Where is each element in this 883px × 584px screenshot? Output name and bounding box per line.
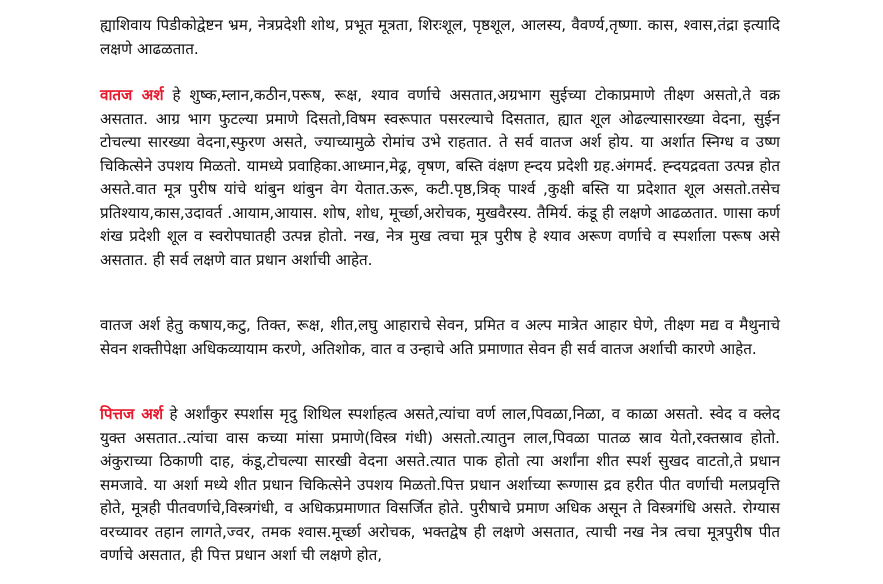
paragraph-pittaj-arsha	[100, 403, 780, 568]
paragraph-vataj-text: हे शुष्क,म्लान,कठीन,परूष, रूक्ष, श्याव वर्णाचे असतात,अग्रभाग सुईच्या टोकाप्रमाणे तीक्ष्ण असतो,ते वक्र असतात. आग्र भाग फुटल्या प्रमाणे दिसतो,विषम स्वरूपात पसरल्याचे दिसतात, ह्यात शूल ओढल्यासारख्या वेदना, सुईन टोचल्या सारख्या वेदना,स्फुरण असते, ज्याच्यामुळे रोमांच उभे राहतात. ते सर्व वातज अर्श होय. या अर्शात स्निग्ध व उष्ण चिकित्सेने उपशय मिळतो. यामध्ये प्रवाहिका.आध्मान,मेढ्र, वृषण, बस्ति वंक्षण ह्न्दय प्रदेशी ग्रह.अंगमर्द. ह्न्दयद्रवता उत्पन्न होत असते.वात मूत्र पुरीष यांचे थांबुन थांबुन वेग येतात.ऊरू, कटी.पृष्ठ,त्रिक् पार्श्व ,कुक्षी बस्ति या प्रदेशात शूल असतो.तसेच प्रतिश्याय,कास,उदावर्त .आयाम,आयास. शोष, शोध, मूर्च्छा,अरोचक, मुखवैरस्य. तैमिर्य. कंडू ही लक्षणे आढळतात. णासा कर्ण शंख प्रदेशी शूल व स्वरोपघातही उत्पन्न होतो. नख, नेत्र मुख त्वचा मूत्र पुरीष हे श्याव अरूण वर्णाचे व स्पर्शाला परूष असे असतात. ही सर्व लक्षणे वात प्रधान अर्शाची आहेत.	[100, 86, 780, 269]
heading-vataj-arsha: वातज अर्श	[100, 86, 164, 104]
heading-pittaj-arsha: पित्तज अर्श	[100, 405, 164, 423]
paragraph-pittaj-text: हे अर्शांकुर स्पर्शास मृदु शिथिल स्पर्शाहत्व असते,त्यांचा वर्ण लाल,पिवळा,निळा, व काळा असतो. स्वेद व क्लेद युक्त असतात..त्यांचा वास कच्या मांसा प्रमाणे(विस्त्र गंधी) असतो.त्यातुन लाल,पिवळा पातळ स्राव येतो,रक्तस्राव होतो. अंकुराच्या ठिकाणी दाह, कंडू,टोचल्या सारखी वेदना असते.त्यात पाक होतो त्या अर्शांना शीत स्पर्श सुखद वाटतो,ते प्रधान समजावे. या अर्शा मध्ये शीत प्रधान चिकित्सेने उपशय मिळतो.पित्त प्रधान अर्शाच्या रूग्णास द्रव हरीत पीत वर्णाची मलप्रवृत्ति होते, मूत्रही पीतवर्णाचे,विस्त्रगंधी, व अधिकप्रमाणात विसर्जित होते. पुरीषाचे प्रमाण अधिक असून ते विस्त्रगंधि असते. रोग्यास वरच्यावर तहान लागते,ज्वर, तमक श्वास.मूर्च्छा अरोचक, भक्तद्वेष ही लक्षणे असतात, त्याची नख नेत्र त्वचा मूत्रपुरीष पीत वर्णाचे असतात, ही पित्त प्रधान अर्शा ची लक्षणे होत,	[100, 405, 781, 564]
paragraph-vataj-arsha	[100, 84, 780, 272]
paragraph-vataj-causes-text: वातज अर्श हेतु कषाय,कटु, तिक्त, रूक्ष, शीत,लघु आहाराचे सेवन, प्रमित व अल्प मात्रेत आहार घेणे, तीक्ष्ण मद्य व मैथुनाचे सेवन शक्तीपेक्षा अधिकव्यायाम करणे, अतिशोक, वात व उन्हाचे अति प्रमाणात सेवन ही सर्व वातज अर्शाची कारणे आहेत.	[100, 316, 780, 358]
paragraph-vataj-causes	[100, 314, 780, 361]
paragraph-intro-text: ह्याशिवाय पिडीकोद्वेष्टन भ्रम, नेत्रप्रदेशी शोथ, प्रभूत मूत्रता, शिरःशूल, पृष्ठशूल, आलस्य, वैवर्ण्य,तृष्णा. कास, श्वास,तंद्रा इत्यादि लक्षणे आढळतात.	[100, 16, 780, 58]
paragraph-intro-symptoms	[100, 14, 780, 61]
